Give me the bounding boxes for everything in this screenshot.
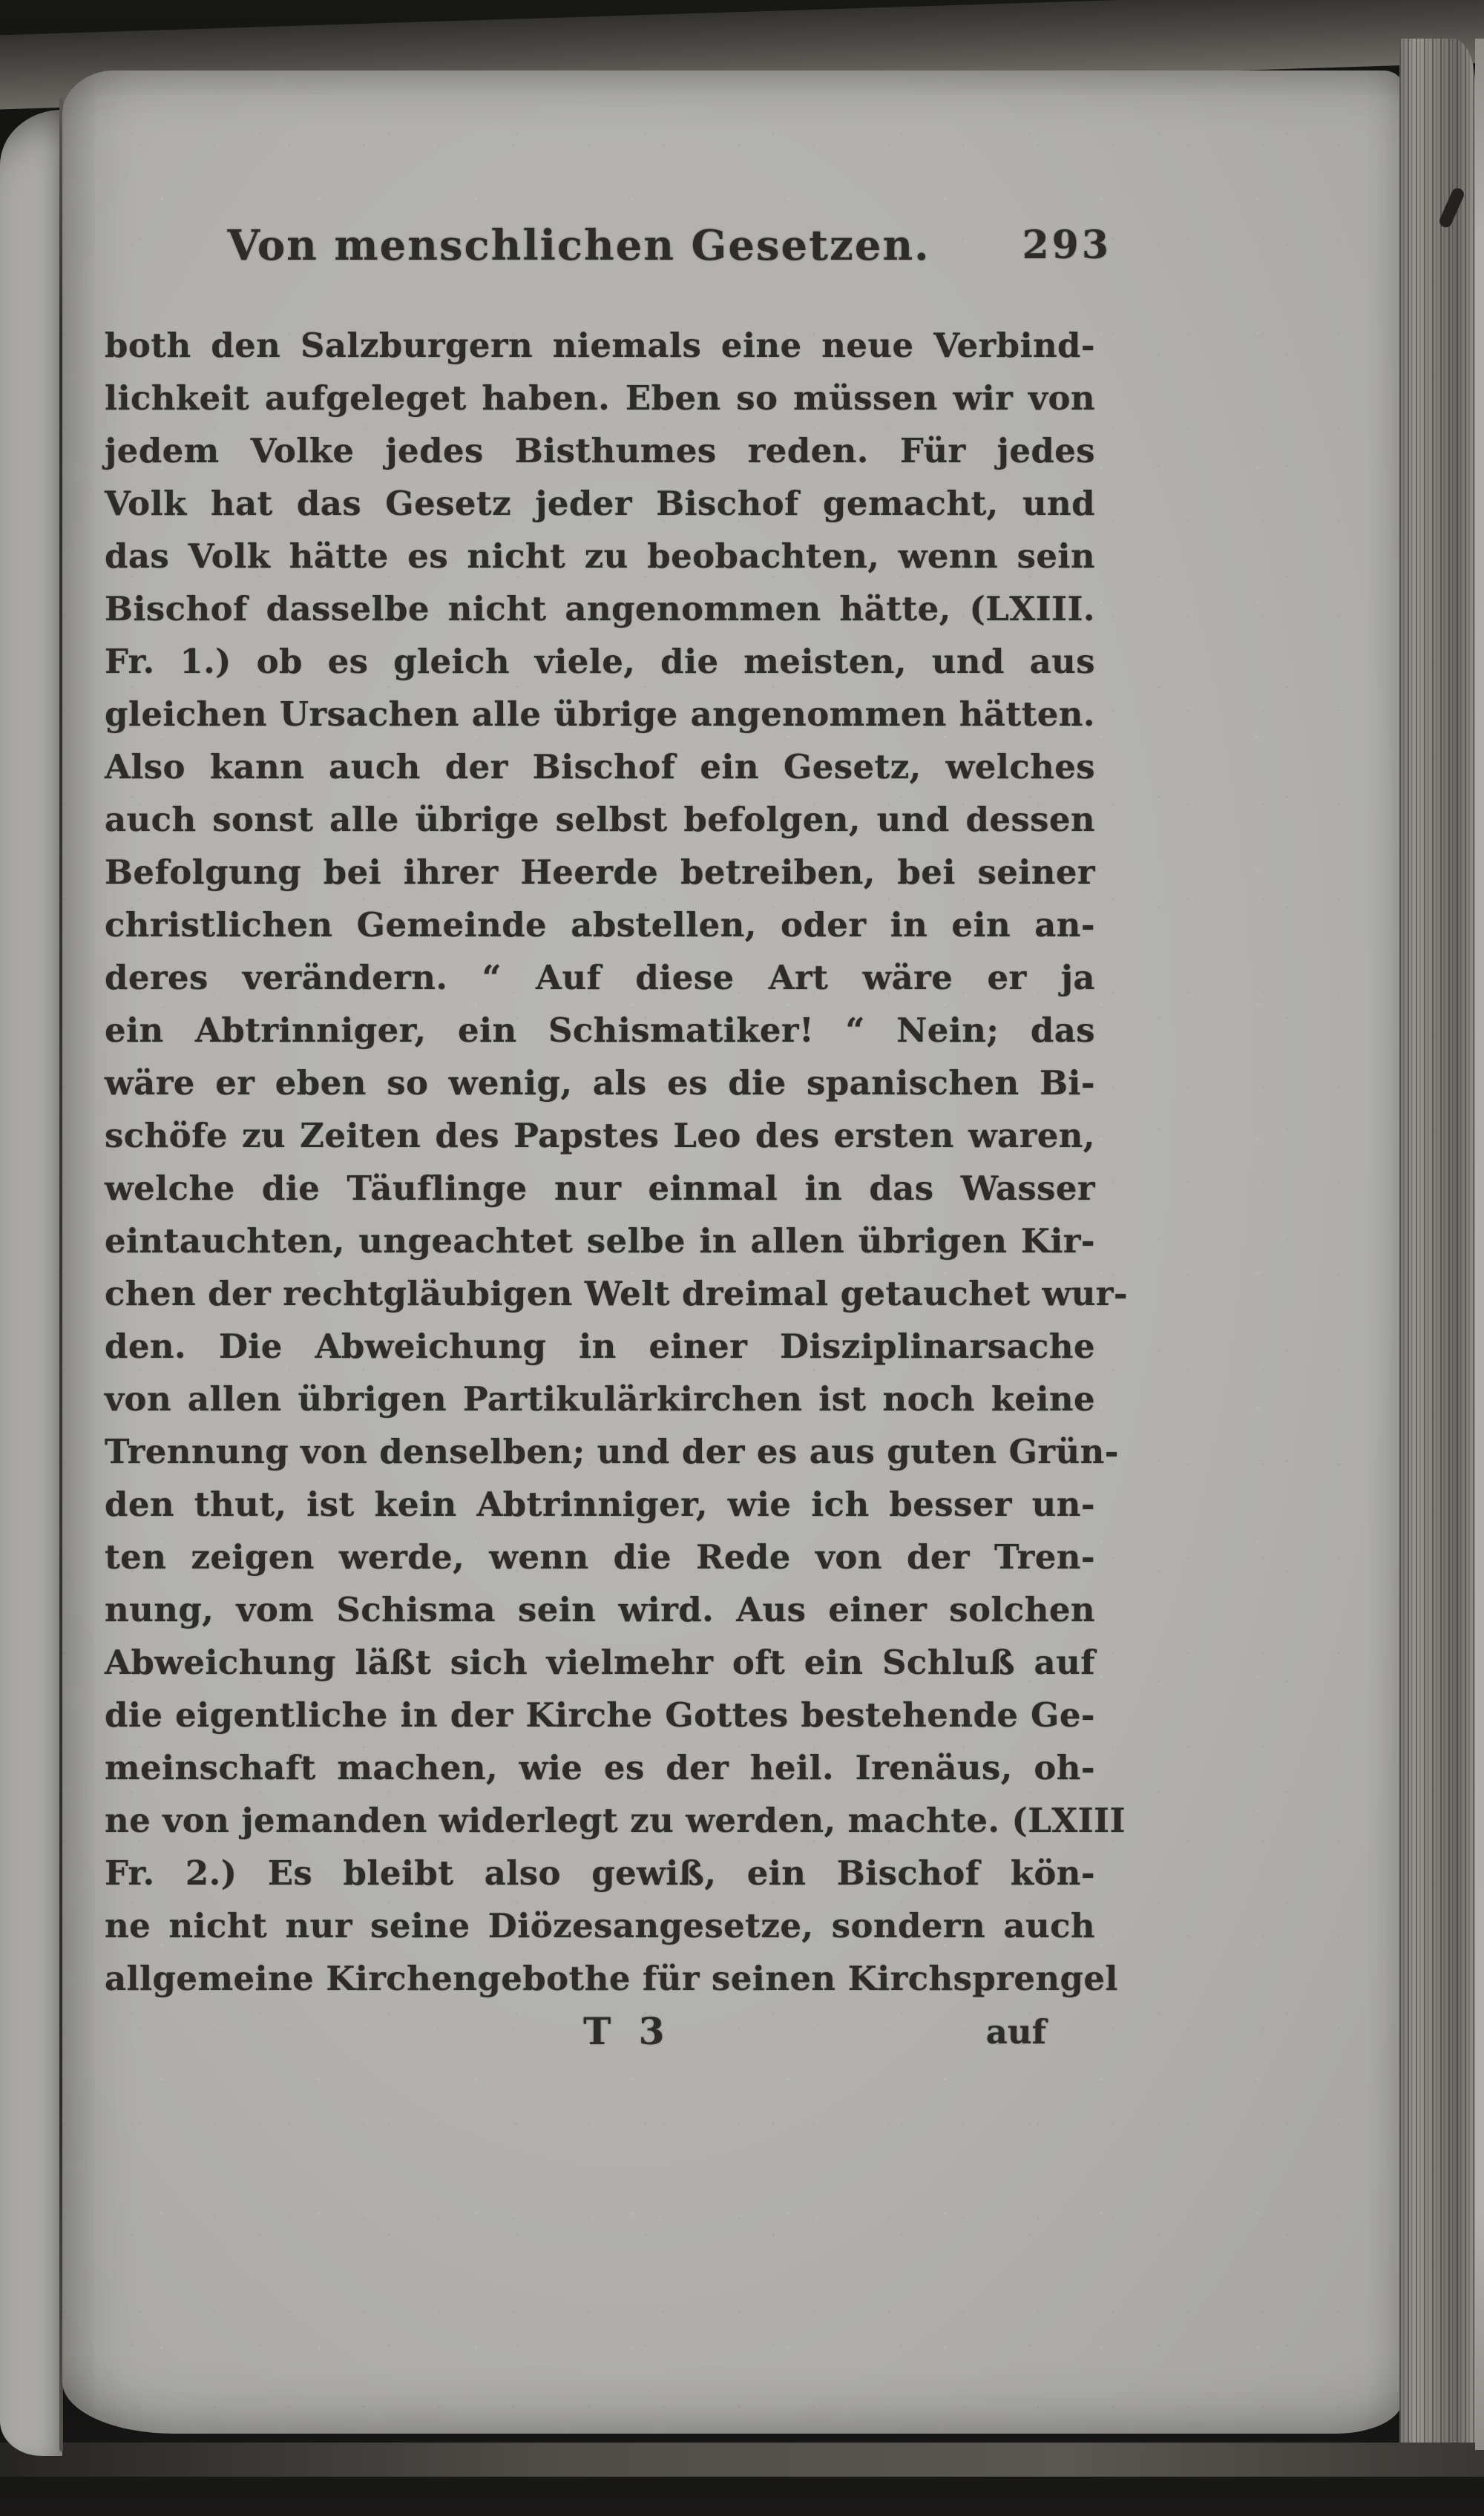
- catchword: auf: [985, 2012, 1046, 2052]
- text-line: von allen übrigen Partikulärkirchen ist noch keine: [105, 1379, 1095, 1419]
- text-line: jedem Volke jedes Bisthumes reden. Für jedes: [105, 431, 1095, 470]
- adjacent-page-edge: [0, 110, 62, 2456]
- text-line: ein Abtrinniger, ein Schismatiker! “ Nein; das: [105, 1011, 1095, 1050]
- text-line: den thut, ist kein Abtrinniger, wie ich besser un-: [105, 1485, 1095, 1524]
- body-text: [105, 319, 1128, 2005]
- book-fore-edge-pages: [1399, 39, 1475, 2443]
- text-line: das Volk hätte es nicht zu beobachten, wenn sein: [105, 536, 1095, 576]
- text-line: Trennung von denselben; und der es aus guten Grün-: [105, 1432, 1119, 1471]
- signature-mark: T 3: [583, 2009, 672, 2053]
- page-number: 293: [1022, 223, 1112, 268]
- text-line: die eigentliche in der Kirche Gottes bestehende Ge-: [105, 1695, 1095, 1735]
- text-line: Volk hat das Gesetz jeder Bischof gemacht, und: [105, 484, 1095, 523]
- text-line: ne von jemanden widerlegt zu werden, machte. (LXIII: [105, 1801, 1126, 1840]
- page-footer: [105, 2009, 1095, 2069]
- underlying-page-edge: [1475, 39, 1484, 2450]
- text-line: both den Salzburgern niemals eine neue Verbind-: [105, 326, 1095, 365]
- text-line: auch sonst alle übrige selbst befolgen, und dessen: [105, 800, 1095, 839]
- text-line: christlichen Gemeinde abstellen, oder in ein an-: [105, 905, 1095, 945]
- text-line: ten zeigen werde, wenn die Rede von der Tren-: [105, 1537, 1095, 1577]
- text-line: Also kann auch der Bischof ein Gesetz, welches: [105, 747, 1095, 786]
- running-title: Von menschlichen Gesetzen.: [227, 221, 930, 270]
- text-line: Abweichung läßt sich vielmehr oft ein Schluß auf: [105, 1643, 1095, 1682]
- text-line: lichkeit aufgeleget haben. Eben so müssen wir von: [105, 378, 1095, 418]
- text-line: deres verändern. “ Auf diese Art wäre er ja: [105, 958, 1095, 997]
- text-line: den. Die Abweichung in einer Disziplinarsache: [105, 1327, 1095, 1366]
- text-line: welche die Täuflinge nur einmal in das Wasser: [105, 1169, 1095, 1208]
- text-line: Befolgung bei ihrer Heerde betreiben, bei seiner: [105, 853, 1095, 892]
- text-line: Bischof dasselbe nicht angenommen hätte, (LXIII.: [105, 589, 1095, 628]
- text-line: wäre er eben so wenig, als es die spanischen Bi-: [105, 1063, 1095, 1103]
- text-line: eintauchten, ungeachtet selbe in allen übrigen Kir-: [105, 1221, 1095, 1261]
- text-line: allgemeine Kirchengebothe für seinen Kirchsprengel: [105, 1959, 1118, 1998]
- book-bottom-edge: [0, 2443, 1484, 2477]
- text-line: ne nicht nur seine Diözesangesetze, sondern auch: [105, 1906, 1095, 1945]
- text-line: meinschaft machen, wie es der heil. Irenäus, oh-: [105, 1748, 1095, 1787]
- text-line: schöfe zu Zeiten des Papstes Leo des ersten waren,: [105, 1116, 1095, 1155]
- page-header: [105, 221, 1112, 285]
- text-line: nung, vom Schisma sein wird. Aus einer solchen: [105, 1590, 1095, 1629]
- text-line: Fr. 2.) Es bleibt also gewiß, ein Bischof kön-: [105, 1853, 1095, 1893]
- text-line: Fr. 1.) ob es gleich viele, die meisten, und aus: [105, 642, 1095, 681]
- text-line: chen der rechtgläubigen Welt dreimal getauchet wur-: [105, 1274, 1128, 1313]
- text-line: gleichen Ursachen alle übrige angenommen hätten.: [105, 694, 1095, 734]
